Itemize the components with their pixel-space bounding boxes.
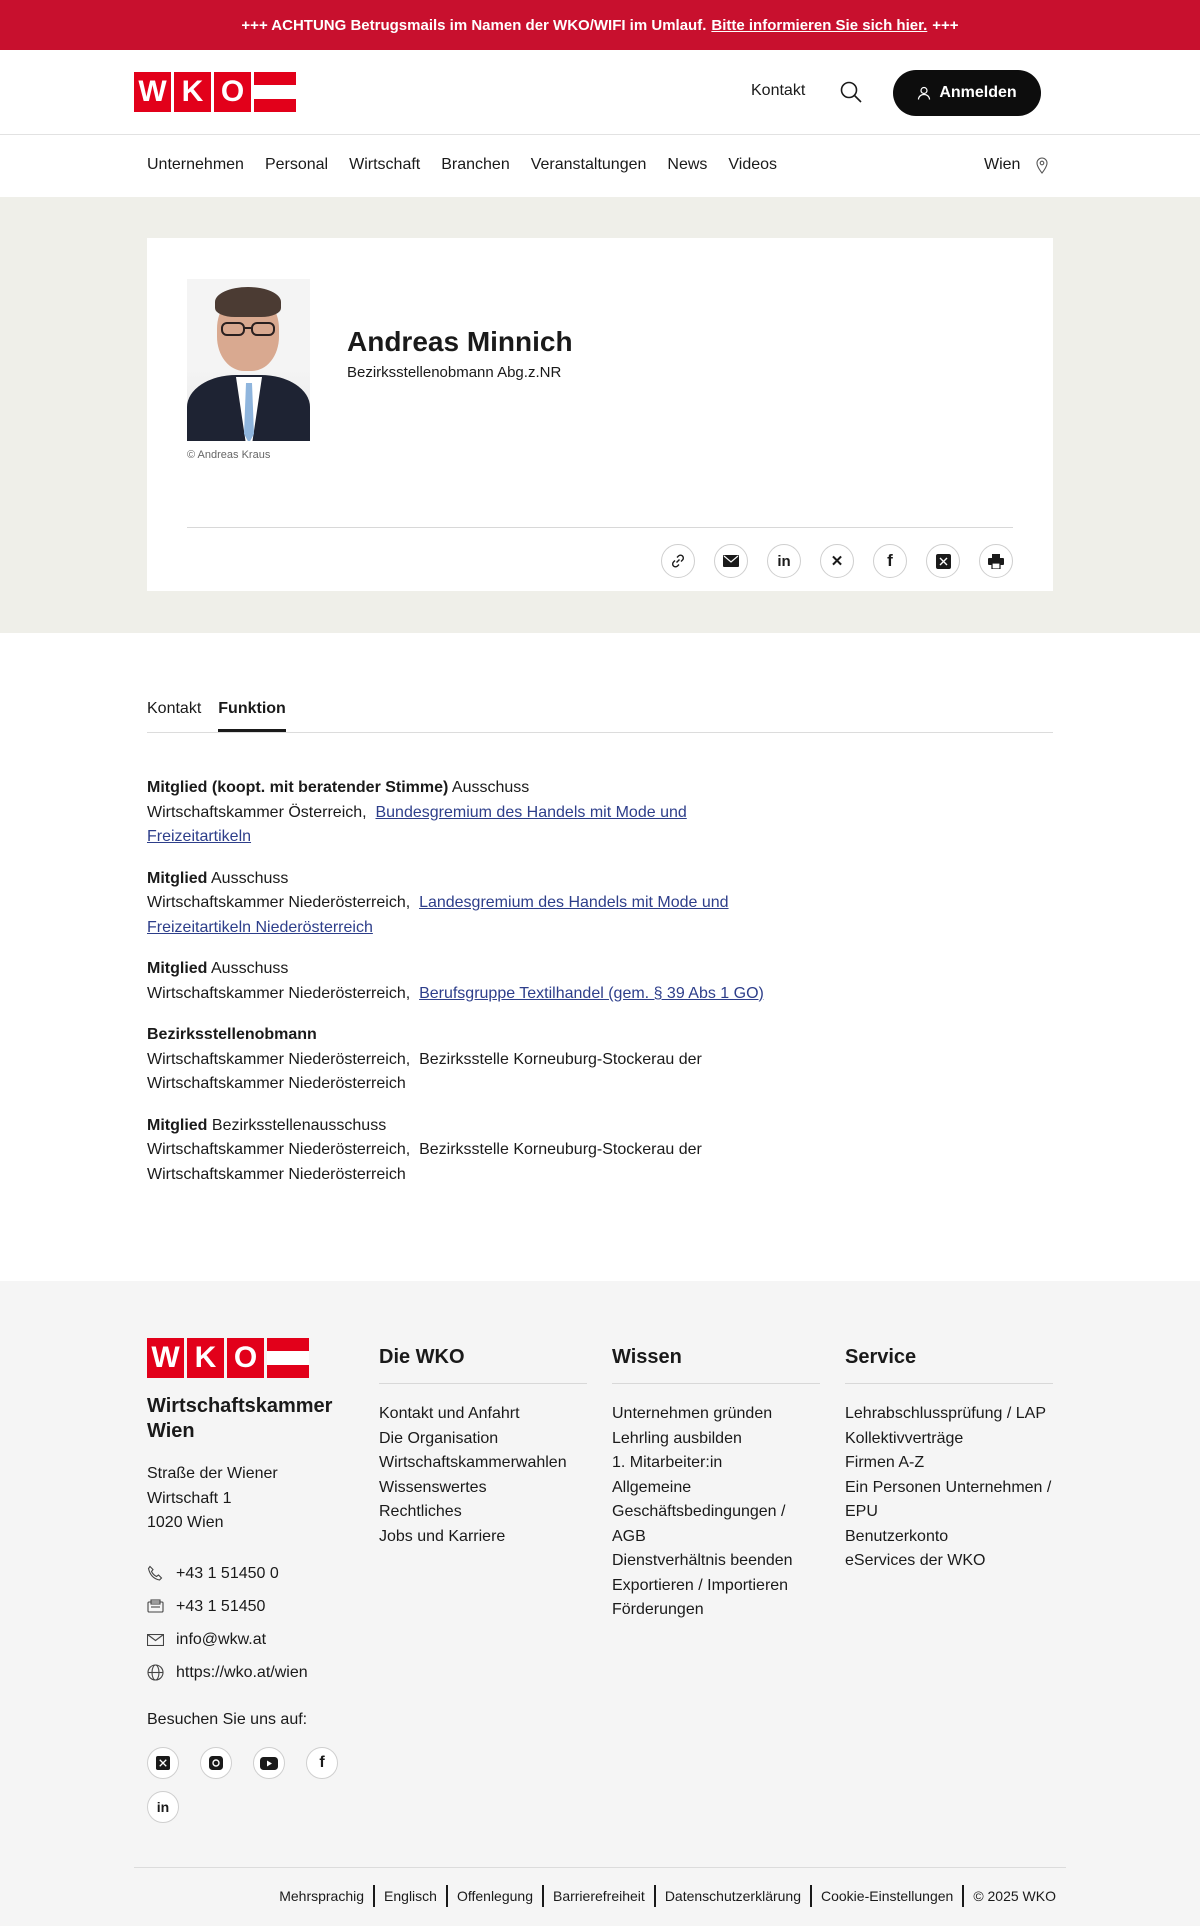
footer-link[interactable]: Förderungen — [612, 1601, 704, 1618]
footer-link[interactable]: Firmen A-Z — [845, 1454, 925, 1471]
legal-link[interactable]: Englisch — [373, 1885, 446, 1907]
facebook-icon[interactable]: f — [873, 544, 907, 578]
function-role: Mitglied (koopt. mit beratender Stimme) — [147, 779, 449, 796]
nav-item-news[interactable]: News — [667, 156, 708, 173]
footer-column-title: Service — [845, 1338, 1053, 1384]
linkedin-icon[interactable]: in — [147, 1791, 179, 1823]
function-text: Bezirksstelle Korneuburg-Stockerau der Wirtschaftskammer Niederösterreich — [147, 1050, 702, 1092]
functions-list — [147, 776, 767, 1204]
address-line: Straße der Wiener — [147, 1465, 278, 1482]
function-role: Mitglied — [147, 869, 208, 887]
phone-icon — [147, 1565, 164, 1582]
contact-email[interactable] — [147, 1623, 308, 1656]
logo-flag — [254, 72, 296, 112]
profile-name: Andreas Minnich — [347, 326, 573, 357]
profile-photo — [187, 279, 310, 441]
footer-column-wissen — [612, 1338, 820, 1623]
legal-links — [270, 1885, 1065, 1907]
footer-link[interactable]: Lehrabschlussprüfung / LAP — [845, 1405, 1047, 1422]
nav-item-personal[interactable]: Personal — [264, 156, 329, 173]
footer-link[interactable]: Rechtliches — [379, 1503, 462, 1520]
footer-link[interactable]: Dienstverhältnis beenden — [612, 1552, 793, 1569]
nav-item-branchen[interactable]: Branchen — [441, 156, 510, 173]
nav-item-videos[interactable]: Videos — [728, 156, 778, 173]
legal-link[interactable]: Cookie-Einstellungen — [810, 1885, 962, 1907]
address-line: 1020 Wien — [147, 1514, 224, 1531]
link-icon[interactable] — [661, 544, 695, 578]
copyright-notice: © 2025 WKO — [962, 1885, 1065, 1907]
youtube-icon[interactable] — [253, 1747, 285, 1779]
contact-phone[interactable] — [147, 1557, 308, 1590]
footer-link[interactable]: Exportieren / Importieren — [612, 1576, 789, 1594]
footer-column-die-wko — [379, 1338, 587, 1549]
logo-letter: W — [134, 72, 171, 112]
alert-info-link[interactable]: Bitte informieren Sie sich hier. — [711, 16, 928, 34]
card-divider — [187, 527, 1013, 528]
email-value: info@wkw.at — [176, 1630, 267, 1648]
footer-link[interactable]: Ein Personen Unternehmen / EPU — [845, 1478, 1052, 1520]
function-body: Ausschuss — [211, 869, 289, 887]
function-org: Wirtschaftskammer Niederösterreich, — [147, 1141, 411, 1158]
function-org: Wirtschaftskammer Niederösterreich, — [147, 984, 411, 1002]
function-text: Bezirksstelle Korneuburg-Stockerau der Wirtschaftskammer Niederösterreich — [147, 1141, 702, 1183]
x-icon[interactable] — [926, 544, 960, 578]
phone-value: +43 1 51450 0 — [176, 1564, 279, 1582]
footer-link[interactable]: Die Organisation — [379, 1429, 499, 1447]
legal-link[interactable]: Datenschutzerklärung — [654, 1885, 810, 1907]
search-icon[interactable] — [839, 80, 863, 104]
footer-link[interactable]: eServices der WKO — [845, 1552, 986, 1569]
footer-org-name: Wirtschaftskammer Wien — [147, 1395, 333, 1442]
logo-letter: K — [187, 1338, 224, 1378]
legal-link[interactable]: Barrierefreiheit — [542, 1885, 654, 1907]
function-link[interactable]: Berufsgruppe Textilhandel (gem. § 39 Abs 1 GO) — [419, 984, 764, 1002]
function-body: Bezirksstellenausschuss — [211, 1116, 387, 1134]
site-header — [0, 50, 1200, 135]
header-kontakt-link[interactable]: Kontakt — [751, 82, 806, 99]
function-org: Wirtschaftskammer Niederösterreich, — [147, 1050, 411, 1068]
profile-card — [147, 238, 1053, 591]
web-value: https://wko.at/wien — [176, 1663, 308, 1681]
nav-item-unternehmen[interactable]: Unternehmen — [147, 156, 244, 173]
logo-letter: O — [214, 72, 251, 112]
contact-web[interactable] — [147, 1656, 308, 1689]
function-item — [147, 1023, 767, 1097]
footer-link[interactable]: Lehrling ausbilden — [612, 1429, 742, 1447]
footer-link[interactable]: Kontakt und Anfahrt — [379, 1405, 520, 1422]
footer-column-title: Wissen — [612, 1338, 820, 1384]
profile-hero — [0, 197, 1200, 633]
logo-letter: W — [147, 1338, 184, 1378]
wko-logo[interactable] — [134, 72, 296, 112]
function-link[interactable]: Bundesgremium des Handels mit Mode und Freizeitartikeln — [147, 803, 687, 845]
function-role: Bezirksstellenobmann — [147, 1026, 317, 1043]
mail-icon[interactable] — [714, 544, 748, 578]
profile-tabs — [147, 700, 1053, 733]
footer-link[interactable]: Jobs und Karriere — [379, 1527, 506, 1545]
legal-link[interactable]: Mehrsprachig — [279, 1888, 365, 1904]
facebook-icon[interactable]: f — [306, 1747, 338, 1779]
fax-value: +43 1 51450 — [176, 1597, 266, 1615]
footer-contacts — [147, 1557, 308, 1689]
function-item — [147, 867, 767, 941]
tab-funktion[interactable]: Funktion — [218, 700, 286, 732]
share-bar — [661, 544, 1013, 578]
logo-letter: O — [227, 1338, 264, 1378]
footer-link[interactable]: Unternehmen gründen — [612, 1405, 773, 1422]
fax-icon — [147, 1599, 164, 1614]
user-icon — [917, 86, 931, 100]
fraud-alert-banner — [0, 0, 1200, 50]
instagram-icon[interactable] — [200, 1747, 232, 1779]
address-line: Wirtschaft 1 — [147, 1489, 232, 1507]
function-org: Wirtschaftskammer Niederösterreich, — [147, 894, 411, 911]
function-role: Mitglied — [147, 960, 208, 977]
footer-column-title: Die WKO — [379, 1338, 587, 1384]
function-body: Ausschuss — [451, 779, 530, 796]
globe-icon — [147, 1664, 164, 1681]
xing-icon[interactable]: ✕ — [820, 544, 854, 578]
contact-fax — [147, 1590, 308, 1623]
region-label: Wien — [984, 156, 1021, 173]
function-body: Ausschuss — [211, 960, 289, 977]
footer-link[interactable]: Wirtschaftskammerwahlen — [379, 1454, 567, 1471]
nav-item-veranstaltungen[interactable]: Veranstaltungen — [530, 156, 647, 173]
alert-suffix: +++ — [932, 16, 959, 34]
footer-link[interactable]: Benutzerkonto — [845, 1527, 949, 1545]
function-item — [147, 776, 767, 850]
footer-divider — [134, 1867, 1066, 1868]
login-button[interactable] — [893, 70, 1041, 116]
footer-wko-logo[interactable] — [147, 1338, 309, 1378]
footer-social — [147, 1747, 347, 1823]
login-label: Anmelden — [939, 84, 1017, 101]
nav-item-wirtschaft[interactable]: Wirtschaft — [349, 156, 421, 173]
function-item — [147, 1114, 767, 1188]
region-selector[interactable] — [984, 156, 1048, 174]
x-icon[interactable] — [147, 1747, 179, 1779]
footer-link[interactable]: 1. Mitarbeiter:in — [612, 1454, 723, 1471]
photo-credit: © Andreas Kraus — [187, 449, 271, 461]
mail-icon — [147, 1634, 164, 1646]
main-nav — [0, 135, 1200, 197]
legal-link[interactable]: Offenlegung — [446, 1885, 542, 1907]
function-org: Wirtschaftskammer Österreich, — [147, 803, 367, 821]
linkedin-icon[interactable]: in — [767, 544, 801, 578]
footer-link[interactable]: Kollektivverträge — [845, 1429, 964, 1447]
location-pin-icon — [1036, 157, 1048, 174]
profile-role: Bezirksstellenobmann Abg.z.NR — [347, 364, 562, 381]
function-link[interactable]: Landesgremium des Handels mit Mode und Freizeitartikeln Niederösterreich — [147, 894, 729, 936]
footer-link[interactable]: Wissenswertes — [379, 1478, 487, 1496]
function-role: Mitglied — [147, 1116, 208, 1134]
site-footer — [0, 1281, 1200, 1926]
logo-letter: K — [174, 72, 211, 112]
tab-kontakt[interactable]: Kontakt — [147, 700, 202, 717]
footer-address — [147, 1462, 278, 1536]
footer-column-service — [845, 1338, 1053, 1574]
footer-link[interactable]: Allgemeine Geschäftsbedingungen / AGB — [612, 1478, 786, 1545]
alert-text: +++ ACHTUNG Betrugsmails im Namen der WKO/WIFI im Umlauf. — [241, 16, 707, 34]
function-item — [147, 957, 767, 1006]
visit-label: Besuchen Sie uns auf: — [147, 1711, 308, 1728]
print-icon[interactable] — [979, 544, 1013, 578]
logo-flag — [267, 1338, 309, 1378]
